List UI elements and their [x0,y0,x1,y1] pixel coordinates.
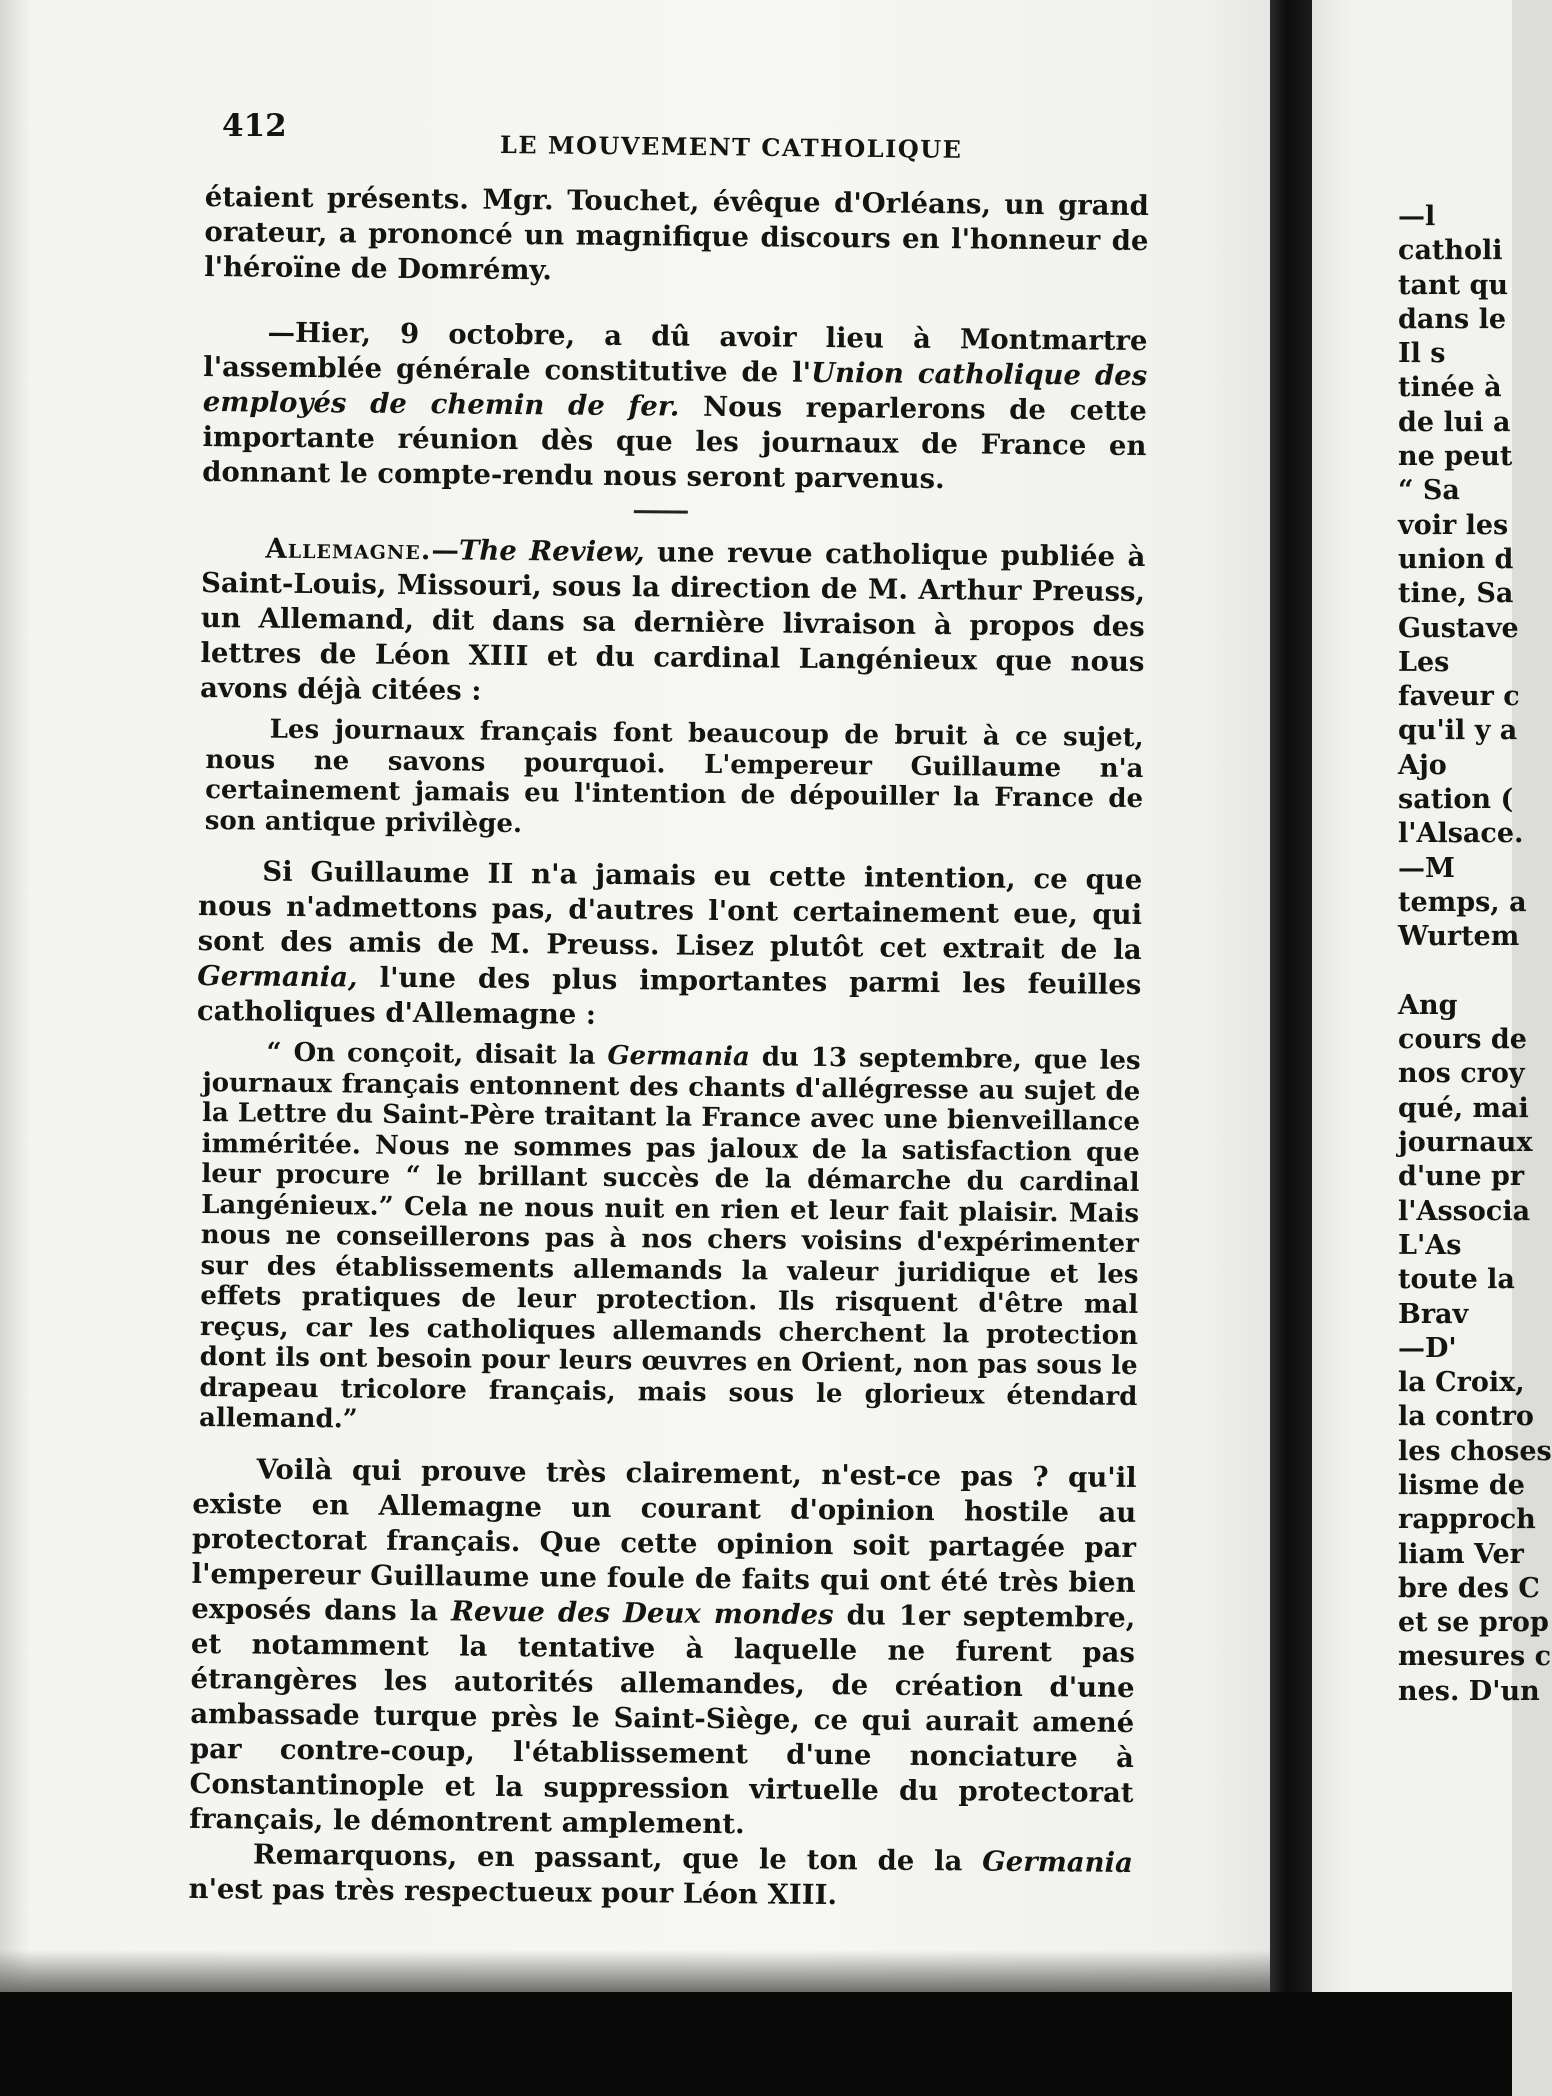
right-page-line: “ Sa [1398,475,1460,507]
paragraph-3 [200,531,1146,715]
page-number: 412 [222,108,287,144]
right-page-line: catholi [1398,235,1503,267]
paragraph-5-italic: Revue des Deux mondes [450,1594,834,1631]
paragraph-3-dash: — [431,534,460,567]
right-page-line: l'Associa [1398,1195,1531,1227]
quote-2-text-a: “ On conçoit, disait la [266,1037,608,1071]
right-page-line: l'Alsace. [1398,818,1524,850]
right-page-line: les choses [1398,1435,1552,1467]
paragraph-6-text-b: n'est pas très respectueux pour Léon XIII. [188,1872,838,1911]
paragraph-4 [197,854,1143,1038]
right-page-line: et se prop [1398,1607,1549,1639]
right-page-line: qu'il y a [1398,715,1518,747]
right-page-line: Wurtem [1398,921,1520,953]
paragraph-4-text-a: Si Guillaume II n'a jamais eu cette intention, ce que nous n'admettons pas, d'autres l'ont certainement eue, qui sont des amis de M. Preuss. Lisez plutôt cet extrait de la [197,855,1143,967]
paragraph-1-text: étaient présents. Mgr. Touchet, évêque d'Orléans, un grand orateur, a prononcé un magnifique discours en l'honneur de l'héroïne de Domrémy. [204,180,1149,287]
paragraph-2-text-b: Nous reparlerons de cette importante réunion dès que les journaux de France en donnant le compte-rendu nous seront parvenus. [202,390,1147,496]
paragraph-4-italic: Germania, [197,959,358,994]
quote-2 [193,1037,1141,1443]
running-head: LE MOUVEMENT CATHOLIQUE [499,130,963,164]
paragraph-5-text-b: du 1er septembre, et notamment la tentative à laquelle ne furent pas étrangères les autorités allemandes, de création d'une ambassade turque près le Saint-Siège, ce qui aurait amené par contre-coup, l'établissement d'une nonciature à Constantinople et la suppression virtuelle du protectorat français, le démontrent amplement. [189,1598,1136,1840]
right-page-line: L'As [1398,1229,1462,1261]
right-page-line: journaux [1398,1127,1533,1159]
paragraph-6 [188,1836,1133,1915]
paragraph-6-italic: Germania [982,1845,1134,1879]
section-heading-allemagne: Allemagne. [265,532,432,567]
right-page-line: ne peut [1398,441,1513,473]
right-page-line: bre des C [1398,1572,1540,1604]
right-page-line: d'une pr [1398,1161,1525,1193]
right-page-line: Ajo [1398,749,1447,781]
right-page-line: cours de [1398,1024,1527,1056]
right-page-line: temps, a [1398,886,1527,918]
right-page-line: voir les [1398,509,1509,541]
paragraph-3-text: une revue catholique publiée à Saint-Louis, Missouri, sous la direction de M. Arthur Preuss, un Allemand, dit dans sa dernière livraison à propos des lettres de Léon XIII et du cardinal Langénieux que nous avons déjà citées : [199,536,1146,707]
right-page-line: Il s [1398,338,1446,370]
paragraph-3-italic: The Review, [458,534,645,569]
right-page-line: —M [1398,852,1455,884]
right-page-line: mesures c [1398,1641,1552,1673]
paragraph-2 [202,315,1148,499]
right-page-line: tinée à [1398,372,1502,404]
right-page-line: —l [1398,201,1436,232]
quote-2-text-b: du 13 septembre, que les journaux français entonnent des chants d'allégresse au sujet de la Lettre du Saint-Père traitant la France avec une bienveillance imméritée. Nous ne sommes pas jaloux de la satisfaction que leur procure “ le brillant succès de la démarche du cardinal Langénieux.” Cela ne nous nuit en rien et leur fait plaisir. Mais nous ne conseillerons pas à nos chers voisins d'expérimenter sur des établissements allemands la valeur juridique et les effets pratiques de leur protection. Ils risquent d'être mal reçus, car les catholiques allemands cherchent la protection dont ils ont besoin pour leurs œuvres en Orient, non pas sous le drapeau tricolore français, mais sous le glorieux étendard allemand.” [198,1042,1141,1435]
right-page-line: nes. D'un [1398,1675,1540,1707]
right-page-line: union d [1398,543,1514,575]
right-page-line: la Croix, [1398,1367,1525,1399]
quote-1: Les journaux français font beaucoup de bruit à ce sujet, nous ne savons pourquoi. L'empereur Guillaume n'a certainement jamais eu l'intention de dépouiller la France de son antique privilège. [204,714,1144,839]
right-page-line: toute la [1398,1264,1515,1296]
right-page-line: tine, Sa [1398,578,1514,610]
right-page-line: dans le [1398,303,1507,335]
right-page-line: la contro [1398,1401,1534,1433]
paragraph-2-italic: Union catholique des employés de chemin de fer. [202,356,1148,423]
section-divider [634,510,688,514]
right-page-line: faveur c [1398,681,1520,713]
right-page-line: rapproch [1398,1504,1536,1536]
left-page-text [188,180,1149,1915]
right-page-line: Les [1398,646,1450,678]
right-page-line: liam Ver [1398,1538,1524,1570]
right-page-line: Brav [1398,1298,1469,1330]
right-page-line: Ang [1398,989,1458,1021]
right-page-line: Gustave [1398,612,1519,644]
right-page-line: de lui a [1398,406,1511,438]
right-page-line: qué, mai [1398,1092,1529,1124]
paragraph-6-text-a: Remarquons, en passant, que le ton de la [252,1838,983,1878]
quote-2-italic: Germania [607,1040,750,1073]
right-page-line: nos croy [1398,1058,1525,1090]
right-page-line: tant qu [1398,269,1508,301]
right-page-line: lisme de [1398,1469,1525,1501]
paragraph-4-text-b: l'une des plus importantes parmi les feuilles catholiques d'Allemagne : [196,961,1142,1031]
paragraph-2-text-a: —Hier, 9 octobre, a dû avoir lieu à Montmartre l'assemblée générale constitutive de l' [203,316,1148,389]
paragraph-1 [204,180,1149,294]
scanner-bed-edge [0,1992,1512,2096]
right-page-line: —D' [1398,1332,1457,1364]
paragraph-5 [189,1451,1137,1845]
right-page-line: sation ( [1398,784,1514,816]
right-page-text-fragments [1398,200,1552,1709]
page-shadow [0,1950,1270,1992]
book-gutter [1270,0,1312,2096]
right-page-line [1398,955,1512,989]
paragraph-5-text-a: Voilà qui prouve très clairement, n'est-ce pas ? qu'il existe en Allemagne un courant d'opinion hostile au protectorat français. Que cette opinion soit partagée par l'empereur Guillaume une foule de faits qui ont été très bien exposés dans la [191,1453,1137,1627]
